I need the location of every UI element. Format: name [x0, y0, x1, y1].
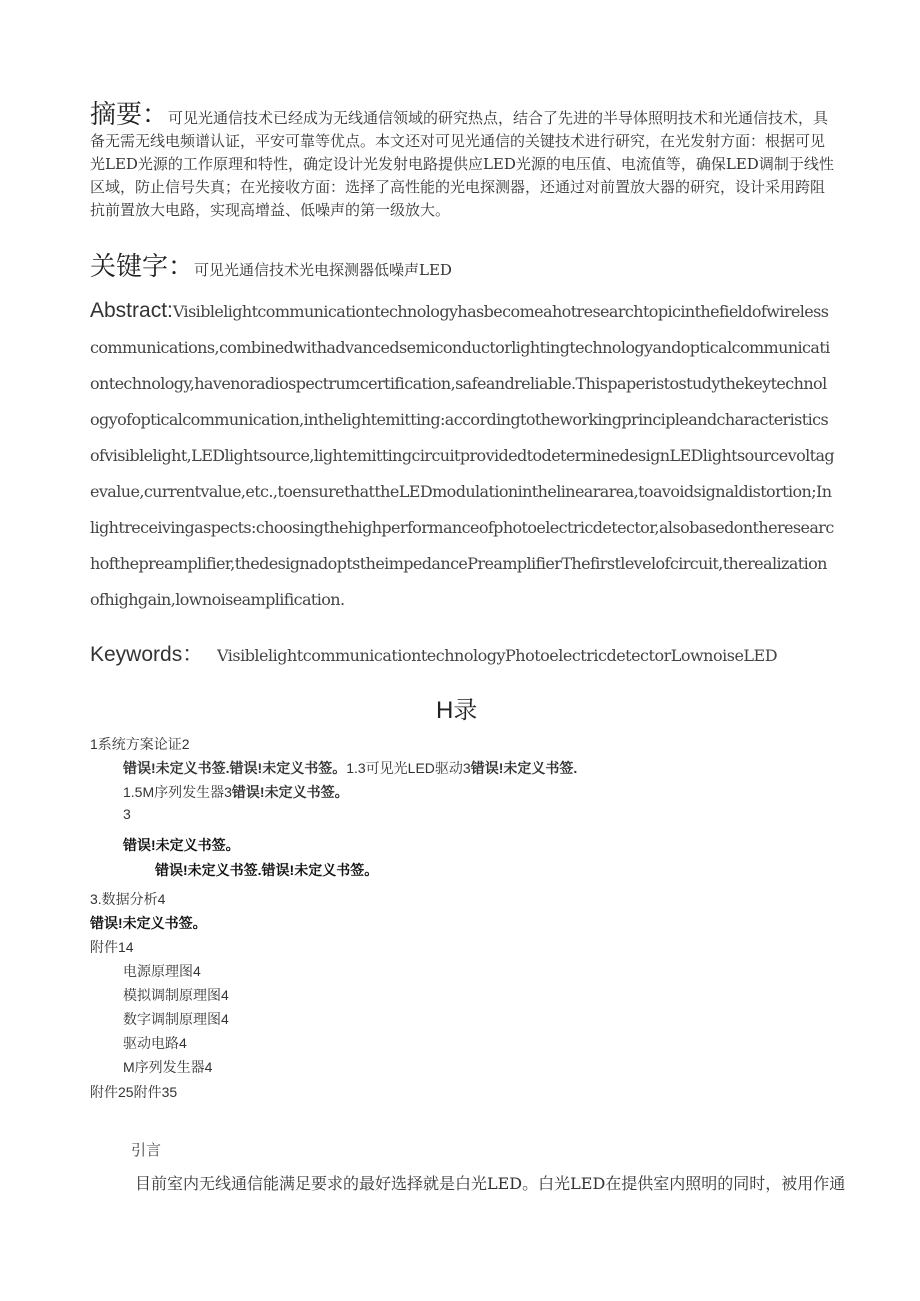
toc-error-text: 错误!未定义书签。	[90, 915, 207, 931]
abstract-en-label: Abstract:	[90, 299, 173, 322]
toc-entry: 模拟调制原理图4	[123, 987, 229, 1003]
toc-error-text: 错误!未定义书签.错误!未定义书签。	[155, 862, 379, 878]
toc-entry	[123, 758, 577, 778]
toc-entry-text: 1.3可见光LED驱动3	[346, 760, 471, 776]
intro-text: 目前室内无线通信能满足要求的最好选择就是白光LED。白光LED在提供室内照明的同时，被用作通	[135, 1174, 846, 1193]
keywords-cn	[90, 246, 452, 283]
toc-entry: 1系统方案论证2	[90, 736, 190, 752]
abstract-cn-text: 可见光通信技术已经成为无线通信领域的研究热点，结合了先进的半导体照明技术和光通信技术，具备无需无线电频谱认证，平安可靠等优点。本文还对可见光通信的关键技术进行研究，在光发射方面：根据可见光LED光源的工作原理和特性，确定设计光发射电路提供应LED光源的电压值、电流值等，确保LED调制于线性区域，防止信号失真；在光接收方面：选择了高性能的光电探测器，还通过对前置放大器的研究，设计采用跨阻抗前置放大电路，实现高增益、低噪声的第一级放大。	[90, 109, 834, 219]
toc-title: H录	[436, 697, 478, 724]
toc-entry: 附件25附件35	[90, 1084, 178, 1100]
toc-error-text: 错误!未定义书签。	[123, 837, 240, 853]
abstract-cn-label: 摘要：	[90, 100, 169, 130]
abstract-en	[90, 293, 835, 618]
toc-entry: 附件14	[90, 939, 134, 955]
toc-error-text: 错误!未定义书签。	[231, 784, 349, 800]
abstract-en-text: Visiblelightcommunicationtechnologyhasbecomeahotresearchtopicinthefieldofwirelesscommunications,combinedwithadvancedsemiconductorlightingtechnologyandopticalcommunicationtechnology,havenoradiospectrumcertification,safeandreliable.Thispaperistostudythekeytechnologyofopticalcommunication,inthelightemitting:accordingtotheworkingprincipleandcharacteristicsofvisiblelight,LEDlightsource,lightemittingcircuitprovidedtodeterminedesignLEDlightsourcevoltagevalue,currentvalue,etc.,toensurethattheLEDmodulationinthelineararea,toavoidsignaldistortion;Inlightreceivingaspects:choosingthehighperformanceofphotoelectricdetector,alsobasedontheresearchofthepreamplifier,thedesignadoptstheimpedancePreamplifierThefirstlevelofcircuit,therealizationofhighgain,lownoiseamplification.	[90, 302, 835, 609]
keywords-cn-text: 可见光通信技术光电探测器低噪声LED	[194, 261, 452, 279]
toc-entry: M序列发生器4	[123, 1059, 213, 1075]
toc-entry	[123, 782, 349, 802]
keywords-en-text: VisiblelightcommunicationtechnologyPhotoelectricdetectorLownoiseLED	[216, 646, 778, 665]
toc-entry: 电源原理图4	[123, 963, 201, 979]
abstract-cn	[90, 100, 835, 222]
toc-error-text: 错误!未定义书签.	[470, 760, 578, 776]
keywords-cn-label: 关键字：	[90, 252, 195, 282]
intro-title: 引言	[131, 1141, 162, 1159]
keywords-en-label: Keywords：	[90, 643, 204, 666]
toc-entry: 数字调制原理图4	[123, 1011, 229, 1027]
toc-entry: 驱动电路4	[123, 1035, 187, 1051]
toc-error-text: 错误!未定义书签.错误!未定义书签。	[123, 760, 347, 776]
keywords-en	[90, 638, 777, 668]
toc-entry: 3.数据分析4	[90, 891, 166, 907]
toc-entry	[123, 835, 240, 855]
toc-entry	[90, 913, 207, 933]
toc-entry: 3	[123, 806, 131, 822]
toc-entry	[155, 860, 378, 880]
toc-entry-text: 1.5M序列发生器3	[123, 784, 232, 800]
